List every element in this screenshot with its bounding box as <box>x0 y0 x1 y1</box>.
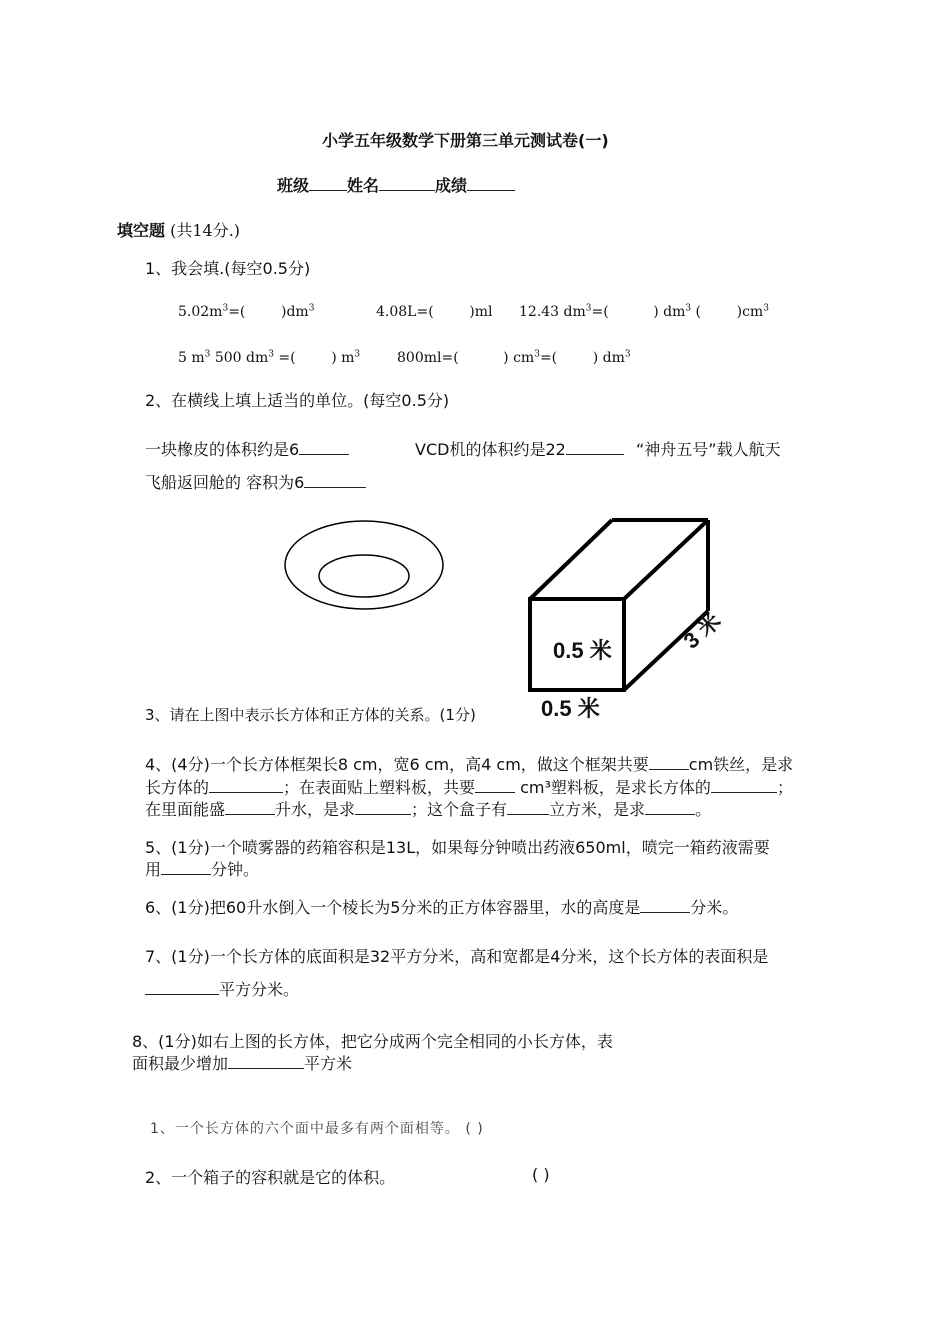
q4-blank-3[interactable] <box>475 776 515 793</box>
name-label: 姓名 <box>347 176 380 195</box>
q4-blank-7[interactable] <box>507 798 549 815</box>
q1-row2-item2: 800ml=( ) $cm^3=$( ) $dm^3$ <box>397 349 631 366</box>
q5-line1: 5、(1分)一个喷雾器的药箱容积是13L，如果每分钟喷出药液650ml，喷完一箱药液需要 <box>145 838 770 857</box>
judge2-paren[interactable]: ( ) <box>532 1165 550 1184</box>
cropped-line: 1、一个长方体的六个面中最多有两个面相等。 ( ) <box>150 1121 484 1137</box>
q6-blank[interactable] <box>640 896 690 913</box>
page-title: 小学五年级数学下册第三单元测试卷(一) <box>322 131 609 150</box>
q5-line2: 用 分钟。 <box>145 860 260 879</box>
cuboid-label-width: 0.5 米 <box>541 696 600 721</box>
q8-line2: 面积最少增加 平方米 <box>132 1054 353 1073</box>
header-line <box>277 173 515 196</box>
q1-row1-item2: 4.08L=( )ml <box>376 304 493 320</box>
section-fill-in <box>117 218 240 241</box>
section-points: (共14分.) <box>170 221 241 240</box>
q8-line1: 8、(1分)如右上图的长方体，把它分成两个完全相同的小长方体，表 <box>132 1032 613 1051</box>
ring-figure <box>280 515 450 615</box>
cuboid-label-height: 0.5 米 <box>553 638 612 663</box>
cuboid-edge <box>624 520 708 599</box>
inner-ellipse <box>319 555 409 597</box>
q2-label: 2、在横线上填上适当的单位。(每空0.5分) <box>145 391 450 410</box>
q2-line1-b: VCD机的体积约是22 <box>415 437 624 460</box>
q1-row1-item3: 12.43 $dm^3=$( ) $dm^3$ ( )$cm^3$ <box>519 303 769 320</box>
name-blank[interactable] <box>379 174 435 191</box>
cuboid-label-length: 3 米 <box>678 607 726 654</box>
q7-line1: 7、(1分)一个长方体的底面积是32平方分米，高和宽都是4分米，这个长方体的表面积是 <box>145 947 769 966</box>
class-blank[interactable] <box>309 174 347 191</box>
q4-blank-1[interactable] <box>649 753 689 770</box>
q2-line1-c: “神舟五号”载人航天 <box>636 440 781 459</box>
q2-line2: 飞船返回舱的 容积为6 <box>145 470 366 493</box>
q3-text: 3、请在上图中表示长方体和正方体的关系。(1分) <box>145 706 476 724</box>
q1-row1-item1: $5.02m^3=$( )$dm^3$ <box>178 303 315 320</box>
q4-blank-2[interactable] <box>209 776 283 793</box>
score-label: 成绩 <box>435 176 468 195</box>
q4-blank-6[interactable] <box>355 798 411 815</box>
q5-blank[interactable] <box>161 858 211 875</box>
judge2-text: 2、一个箱子的容积就是它的体积。 <box>145 1168 396 1187</box>
q1-label: 1、我会填.(每空0.5分) <box>145 259 311 278</box>
outer-ellipse <box>285 521 443 609</box>
q6-line: 6、(1分)把60升水倒入一个棱长为5分米的正方体容器里，水的高度是 分米。 <box>145 898 739 917</box>
q8-blank[interactable] <box>228 1052 304 1069</box>
q4-line2: 长方体的 ；在表面贴上塑料板，共要 cm³塑料板，是求长方体的 ； <box>145 778 793 797</box>
cuboid-edge <box>530 520 612 599</box>
q4-blank-8[interactable] <box>645 798 695 815</box>
section-title: 填空题 <box>117 221 166 240</box>
score-blank[interactable] <box>467 174 515 191</box>
class-label: 班级 <box>277 176 310 195</box>
q2-blank-1[interactable] <box>299 438 349 455</box>
q4-blank-4[interactable] <box>711 776 777 793</box>
q2-blank-3[interactable] <box>304 471 366 488</box>
q2-line1-a: 一块橡皮的体积约是6 <box>145 437 349 460</box>
q7-line2: 平方分米。 <box>145 977 299 1000</box>
q2-blank-2[interactable] <box>566 438 624 455</box>
q4-line1: 4、(4分)一个长方体框架长8 cm，宽6 cm，高4 cm，做这个框架共要 cm铁丝，是求 <box>145 755 794 774</box>
q4-line3: 在里面能盛 升水，是求 ；这个盒子有 立方米，是求 。 <box>145 800 712 819</box>
q7-blank[interactable] <box>145 978 219 995</box>
q4-blank-5[interactable] <box>225 798 275 815</box>
q1-row2-item1: 5 $m^3$ 500 $dm^3$ =( ) $m^3$ <box>178 349 361 366</box>
